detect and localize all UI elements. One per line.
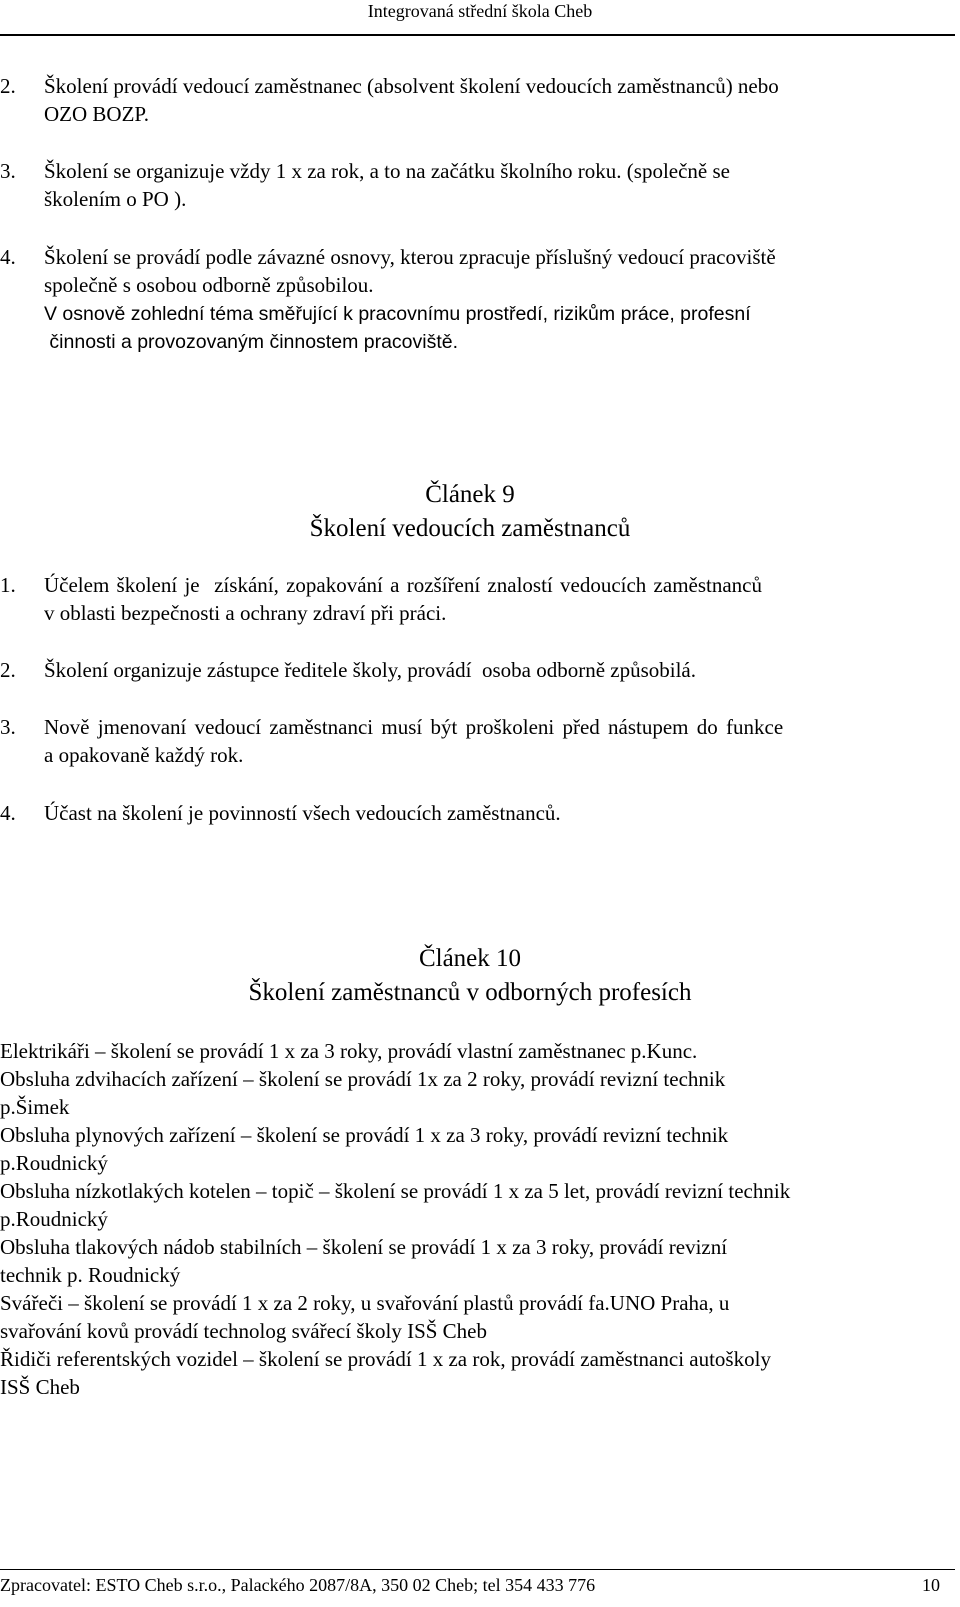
body-line: Svářeči – školení se provádí 1 x za 2 roky, u svařování plastů provádí fa.UNO Praha, u	[0, 1291, 730, 1315]
body-line: Elektrikáři – školení se provádí 1 x za 3 roky, provádí vlastní zaměstnanec p.Kunc.	[0, 1039, 698, 1063]
header-divider	[0, 34, 955, 36]
item-line: Školení se organizuje vždy 1 x za rok, a to na začátku školního roku. (společně se	[44, 159, 730, 183]
body-line: Obsluha tlakových nádob stabilních – školení se provádí 1 x za 3 roky, provádí revizní	[0, 1235, 728, 1259]
body-line: Obsluha nízkotlakých kotelen – topič – školení se provádí 1 x za 5 let, provádí revizní technik	[0, 1179, 791, 1203]
body-line: Obsluha plynových zařízení – školení se provádí 1 x za 3 roky, provádí revizní technik	[0, 1123, 729, 1147]
item-line: Nově jmenovaní vedoucí zaměstnanci musí být proškoleni před nástupem do funkce	[44, 715, 784, 739]
footer-text: Zpracovatel: ESTO Cheb s.r.o., Palackého 2087/8A, 350 02 Cheb; tel 354 433 776	[0, 1575, 596, 1595]
item-text	[44, 72, 940, 128]
item-line: školením o PO ).	[44, 187, 187, 211]
body-line: p.Roudnický	[0, 1151, 108, 1175]
item-number: 3.	[0, 159, 16, 183]
article-10-title: Článek 10	[418, 945, 522, 972]
article-10-subtitle: Školení zaměstnanců v odborných profesích	[248, 979, 692, 1006]
note-line: V osnově zohlední téma směřující k pracovnímu prostředí, rizikům práce, profesní	[44, 303, 751, 325]
item-text	[44, 243, 940, 299]
body-line: p.Roudnický	[0, 1207, 108, 1231]
note-line: činnosti a provozovaným činnostem pracoviště.	[44, 331, 459, 353]
item-number: 4.	[0, 801, 16, 825]
item-line: Školení provádí vedoucí zaměstnanec (absolvent školení vedoucích zaměstnanců) nebo	[44, 74, 779, 98]
body-line: svařování kovů provádí technolog svářecí školy ISŠ Cheb	[0, 1319, 487, 1343]
item-number: 2.	[0, 74, 16, 98]
item-text	[44, 157, 940, 213]
item-line: společně s osobou odborně způsobilou.	[44, 273, 374, 297]
footer-divider	[0, 1569, 955, 1570]
item-number: 2.	[0, 658, 16, 682]
page-header	[0, 0, 960, 22]
list-item-4-note	[44, 300, 944, 356]
article-10-body	[0, 1037, 945, 1401]
body-line: Řidiči referentských vozidel – školení se provádí 1 x za rok, provádí zaměstnanci autoškoly	[0, 1347, 771, 1371]
item-line: a opakovaně každý rok.	[44, 743, 244, 767]
page-footer	[0, 1574, 940, 1596]
item-text	[44, 571, 940, 627]
item-text	[44, 656, 940, 684]
body-line: ISŠ Cheb	[0, 1375, 80, 1399]
header-title: Integrovaná střední škola Cheb	[367, 1, 593, 21]
item-line: v oblasti bezpečnosti a ochrany zdraví při práci.	[44, 601, 447, 625]
page-number: 10	[922, 1575, 940, 1595]
item-number: 4.	[0, 245, 16, 269]
item-number: 3.	[0, 715, 16, 739]
item-text	[44, 799, 940, 827]
body-line: p.Šimek	[0, 1095, 70, 1119]
item-text	[44, 713, 940, 769]
item-line: Školení organizuje zástupce ředitele školy, provádí osoba odborně způsobilá.	[44, 658, 696, 682]
article-9-subtitle: Školení vedoucích zaměstnanců	[309, 515, 631, 542]
body-line: technik p. Roudnický	[0, 1263, 181, 1287]
item-line: Školení se provádí podle závazné osnovy, kterou zpracuje příslušný vedoucí pracoviště	[44, 245, 776, 269]
item-number: 1.	[0, 573, 16, 597]
item-line: Účelem školení je získání, zopakování a rozšíření znalostí vedoucích zaměstnanců	[44, 573, 762, 597]
body-line: Obsluha zdvihacích zařízení – školení se provádí 1x za 2 roky, provádí revizní technik	[0, 1067, 726, 1091]
item-line: Účast na školení je povinností všech vedoucích zaměstnanců.	[44, 801, 561, 825]
item-line: OZO BOZP.	[44, 102, 150, 126]
article-9-title: Článek 9	[425, 481, 515, 508]
